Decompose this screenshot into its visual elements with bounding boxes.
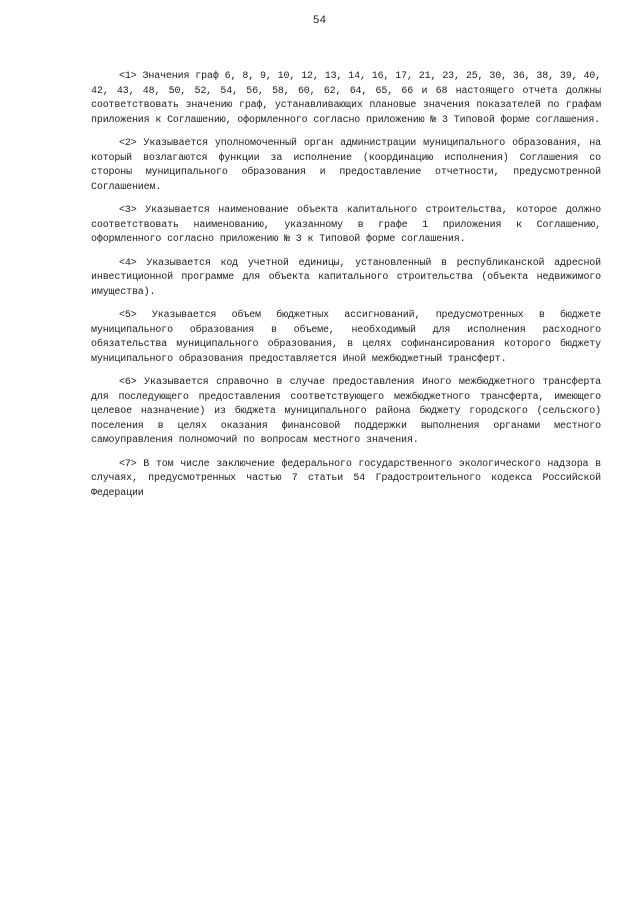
- footnote-4: <4> Указывается код учетной единицы, установленный в республиканской адресной инвестиционной программе для объекта капитального строительства (объекта недвижимого имущества).: [91, 257, 601, 298]
- footnote-5: <5> Указывается объем бюджетных ассигнований, предусмотренных в бюджете муниципального образования в объеме, необходимый для исполнения расходного обязательства муниципального образования, в целях софинансирования которого бюджету муниципального образования предоставляется Иной межбюджетный трансферт.: [91, 310, 601, 365]
- footnote-1: <1> Значения граф 6, 8, 9, 10, 12, 13, 14, 16, 17, 21, 23, 25, 30, 36, 38, 39, 40, 42, 43, 48, 50, 52, 54, 56, 58, 60, 62, 64, 65, 66 и 68 настоящего отчета должны соответствовать значению граф, устанавливающих плановые значения показателей по графам приложения к Соглашению, оформленного согласно приложению № 3 Типовой форме соглашения.: [91, 71, 601, 126]
- footnote-7: <7> В том числе заключение федерального государственного экологического надзора в случаях, предусмотренных частью 7 статьи 54 Градостроительного кодекса Российской Федерации: [91, 458, 601, 499]
- footnote-6: <6> Указывается справочно в случае предоставления Иного межбюджетного трансферта для последующего предоставления соответствующего межбюджетного трансферта, имеющего целевое назначение) из бюджета муниципального района бюджету городского (сельского) поселения в целях оказания финансовой поддержки выполнения органами местного самоуправления полномочий по вопросам местного значения.: [91, 377, 601, 446]
- footnote-2: <2> Указывается уполномоченный орган администрации муниципального образования, на который возлагаются функции за исполнение (координацию исполнения) Соглашения со стороны муниципального образования и предоставление отчетности, предусмотренной Соглашением.: [91, 138, 601, 193]
- footnotes-section: [91, 70, 601, 510]
- page-number: 54: [312, 15, 327, 27]
- footnote-3: <3> Указывается наименование объекта капитального строительства, которое должно соответствовать наименованию, указанному в графе 1 приложения к Соглашению, оформленного согласно приложению № 3 к Типовой форме соглашения.: [91, 205, 601, 245]
